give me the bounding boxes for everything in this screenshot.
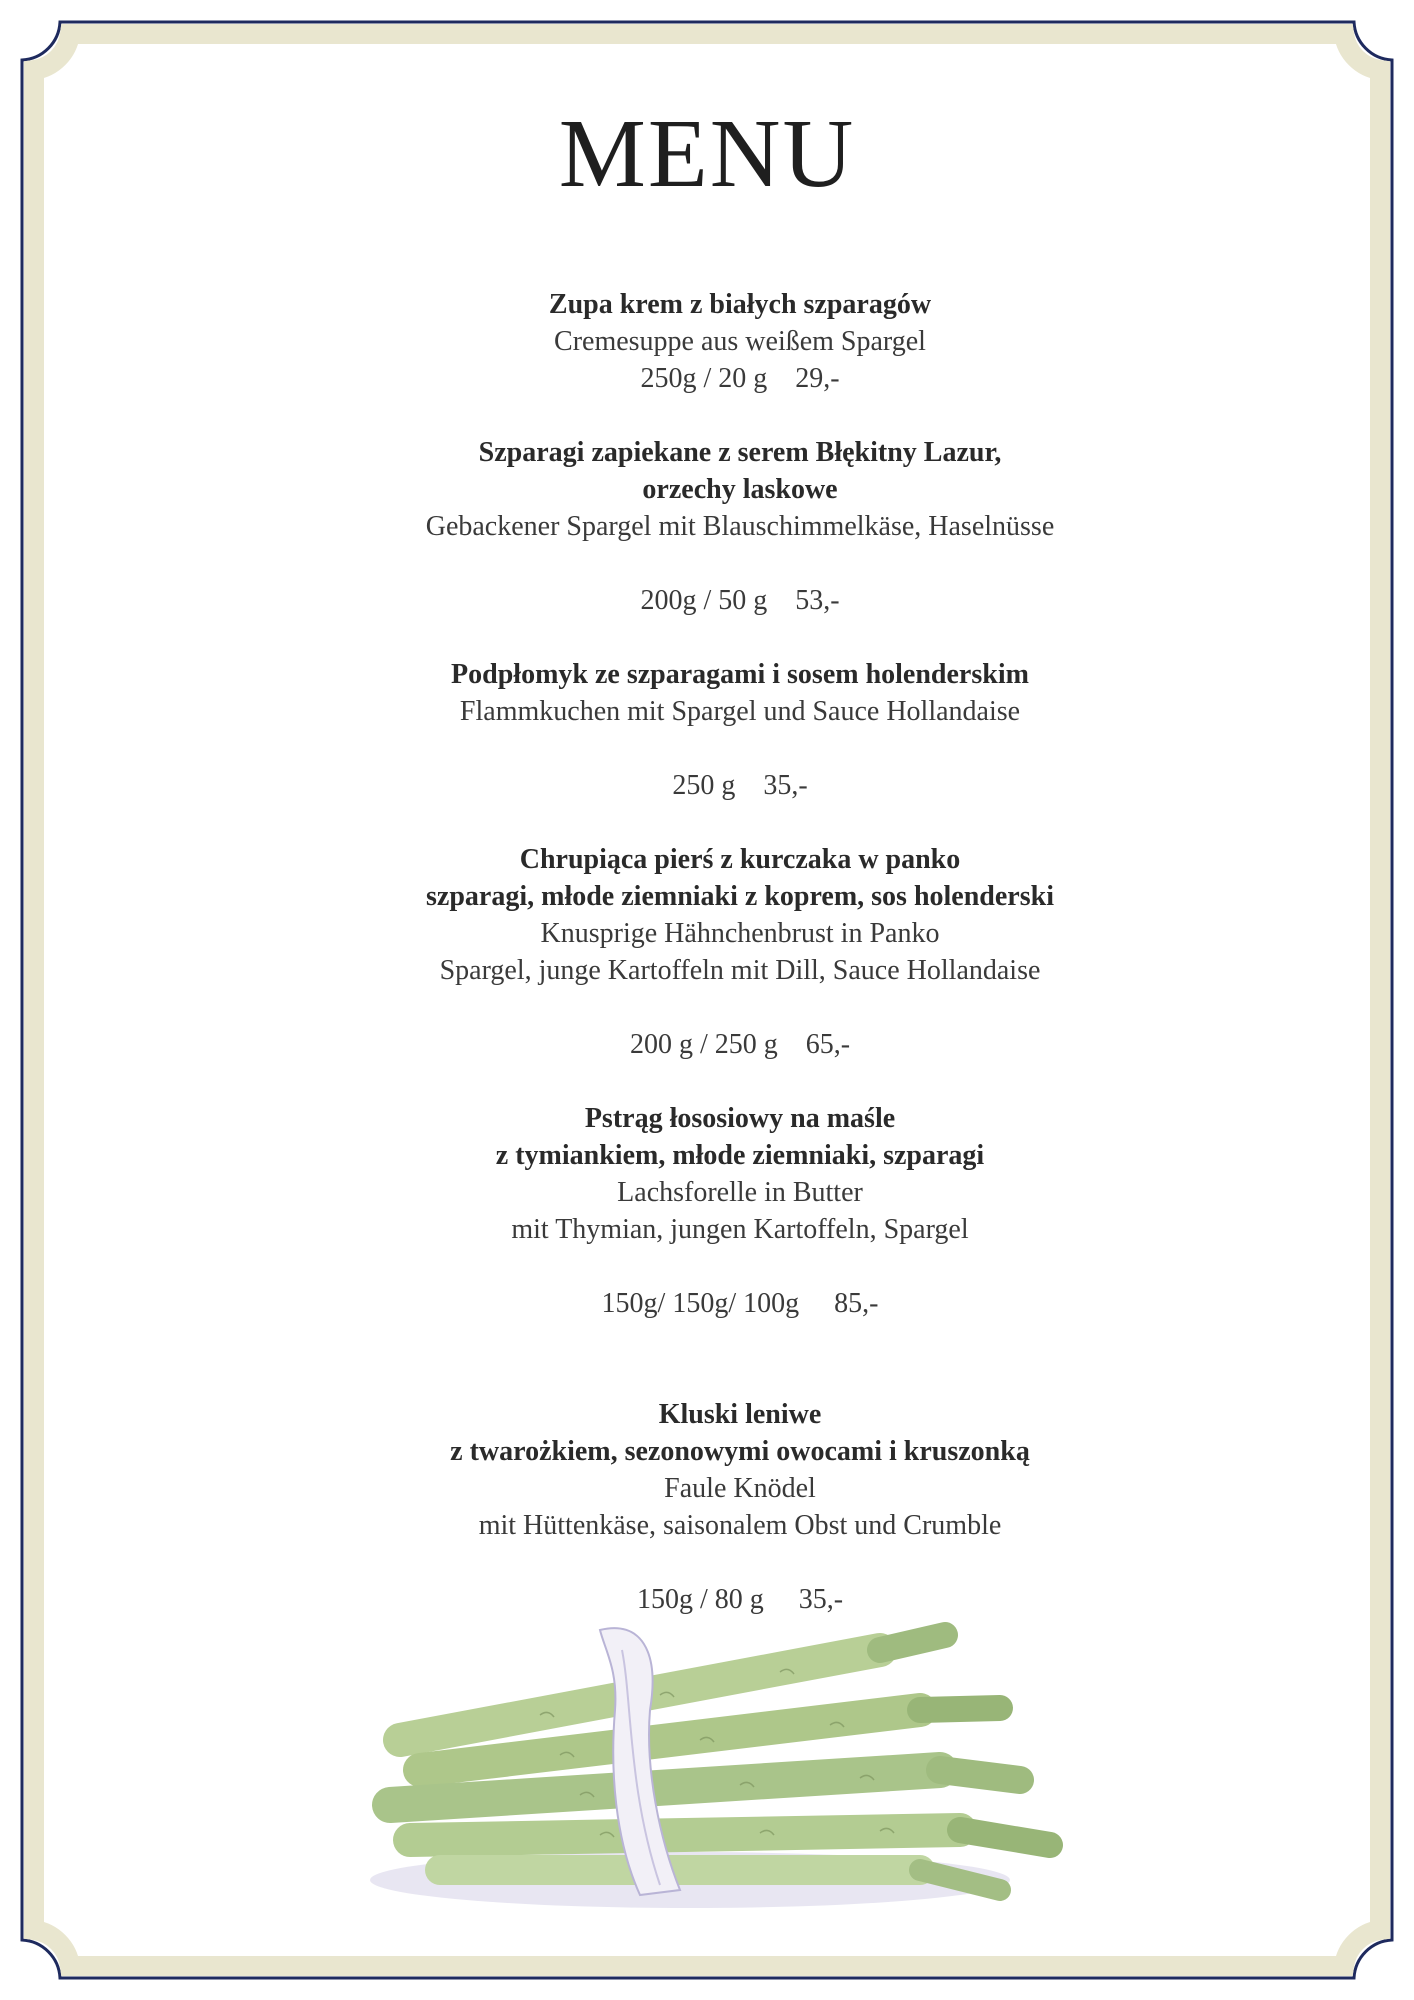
menu-item <box>300 434 1180 619</box>
dish-name-de: Knusprige Hähnchenbrust in Panko <box>540 918 940 949</box>
dish-name-pl: z twarożkiem, sezonowymi owocami i kruszonką <box>450 1436 1030 1467</box>
dish-name-de: Flammkuchen mit Spargel und Sauce Hollandaise <box>459 696 1021 727</box>
dish-price: 65,- <box>805 1029 851 1060</box>
dish-price: 53,- <box>795 585 840 616</box>
dish-weight: 250g / 20 g <box>640 363 768 394</box>
menu-item <box>300 286 1180 397</box>
menu-title: MENU <box>558 100 856 208</box>
dish-name-de: Gebackener Spargel mit Blauschimmelkäse, Haselnüsse <box>425 511 1055 542</box>
price-line <box>300 360 1180 397</box>
dish-price: 35,- <box>763 770 808 801</box>
dish-weight: 200 g / 250 g <box>629 1029 778 1060</box>
dish-name-pl: Zupa krem z białych szparagów <box>548 289 932 320</box>
dish-name-pl: Kluski leniwe <box>658 1399 822 1430</box>
dish-price: 85,- <box>834 1288 879 1319</box>
price-line <box>300 1285 1180 1322</box>
dish-name-de: Spargel, junge Kartoffeln mit Dill, Sauce Hollandaise <box>439 955 1041 986</box>
dish-name-de: mit Thymian, jungen Kartoffeln, Spargel <box>511 1214 969 1245</box>
menu-item <box>300 656 1180 804</box>
dish-price: 29,- <box>795 363 840 394</box>
dish-name-de: mit Hüttenkäse, saisonalem Obst und Crumble <box>478 1510 1002 1541</box>
dish-name-pl: Szparagi zapiekane z serem Błękitny Lazur, <box>478 437 1002 468</box>
dish-name-de: Cremesuppe aus weißem Spargel <box>554 326 926 357</box>
menu-item <box>300 1100 1180 1322</box>
dish-name-pl: szparagi, młode ziemniaki z koprem, sos holenderski <box>426 881 1054 912</box>
dish-price: 35,- <box>798 1584 844 1615</box>
dish-name-pl: Chrupiąca pierś z kurczaka w panko <box>519 844 961 875</box>
price-line <box>300 582 1180 619</box>
menu-item <box>300 1396 1180 1618</box>
menu-item <box>300 841 1180 1063</box>
price-line <box>300 1026 1180 1063</box>
dish-name-pl: Podpłomyk ze szparagami i sosem holenderskim <box>451 659 1029 690</box>
dish-weight: 150g/ 150g/ 100g <box>601 1288 800 1319</box>
dish-name-pl: Pstrąg łososiowy na maśle <box>584 1103 896 1134</box>
dish-name-pl: z tymiankiem, młode ziemniaki, szparagi <box>495 1140 985 1171</box>
dish-name-de: Lachsforelle in Butter <box>617 1177 863 1208</box>
dish-weight: 150g / 80 g <box>636 1584 764 1615</box>
dish-name-de: Faule Knödel <box>664 1473 816 1504</box>
dish-name-pl: orzechy laskowe <box>642 474 838 505</box>
asparagus-illustration <box>360 1590 1080 1920</box>
menu-list <box>300 286 1180 1618</box>
dish-weight: 200g / 50 g <box>640 585 768 616</box>
price-line <box>300 767 1180 804</box>
dish-weight: 250 g <box>672 770 736 801</box>
